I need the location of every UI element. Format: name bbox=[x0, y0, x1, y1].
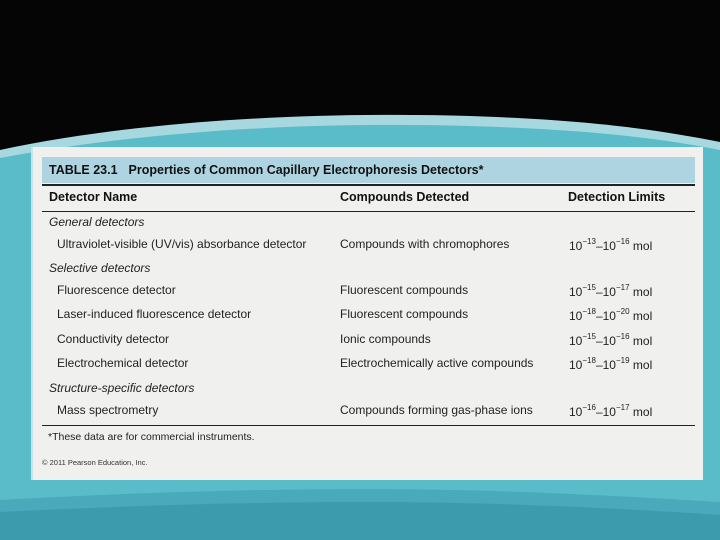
detector-name: Ultraviolet-visible (UV/vis) absorbance detector bbox=[57, 237, 307, 251]
compounds-detected: Electrochemically active compounds bbox=[340, 356, 534, 370]
compounds-detected: Ionic compounds bbox=[340, 332, 431, 346]
table-title: Properties of Common Capillary Electrophoresis Detectors* bbox=[128, 163, 484, 177]
detector-name: Fluorescence detector bbox=[57, 283, 176, 297]
detector-name: Laser-induced fluorescence detector bbox=[57, 307, 252, 321]
col-head-compounds: Compounds Detected bbox=[340, 190, 470, 204]
detection-limit: $10^{-15}-10^{-16}$ mol bbox=[569, 332, 653, 348]
compounds-detected: Fluorescent compounds bbox=[340, 283, 469, 297]
compounds-detected: Compounds with chromophores bbox=[340, 237, 510, 251]
col-head-detector: Detector Name bbox=[49, 190, 138, 204]
detection-limit: $10^{-13}-10^{-16}$ mol bbox=[569, 237, 653, 253]
table-title-bar bbox=[42, 157, 695, 183]
category-general: General detectors bbox=[49, 215, 145, 229]
detector-name: Mass spectrometry bbox=[57, 403, 159, 417]
table-card bbox=[31, 147, 703, 480]
table-number: TABLE 23.1 bbox=[49, 163, 118, 177]
category-selective: Selective detectors bbox=[49, 261, 151, 275]
column-head-rule bbox=[42, 211, 695, 212]
col-head-limits: Detection Limits bbox=[568, 190, 666, 204]
detection-limit: $10^{-18}-10^{-20}$ mol bbox=[569, 307, 653, 323]
compounds-detected: Fluorescent compounds bbox=[340, 307, 469, 321]
table-footnote: *These data are for commercial instruments. bbox=[48, 431, 255, 443]
detection-limit: $10^{-18}-10^{-19}$ mol bbox=[569, 356, 653, 372]
header-rule bbox=[42, 184, 695, 186]
bottom-rule bbox=[42, 425, 695, 426]
detector-name: Conductivity detector bbox=[57, 332, 170, 346]
detector-name: Electrochemical detector bbox=[57, 356, 189, 370]
copyright-notice: © 2011 Pearson Education, Inc. bbox=[42, 458, 148, 467]
detection-limit: $10^{-15}-10^{-17}$ mol bbox=[569, 283, 653, 299]
detection-limit: $10^{-16}-10^{-17}$ mol bbox=[569, 403, 653, 419]
category-structure-specific: Structure-specific detectors bbox=[49, 381, 195, 395]
compounds-detected: Compounds forming gas-phase ions bbox=[340, 403, 533, 417]
